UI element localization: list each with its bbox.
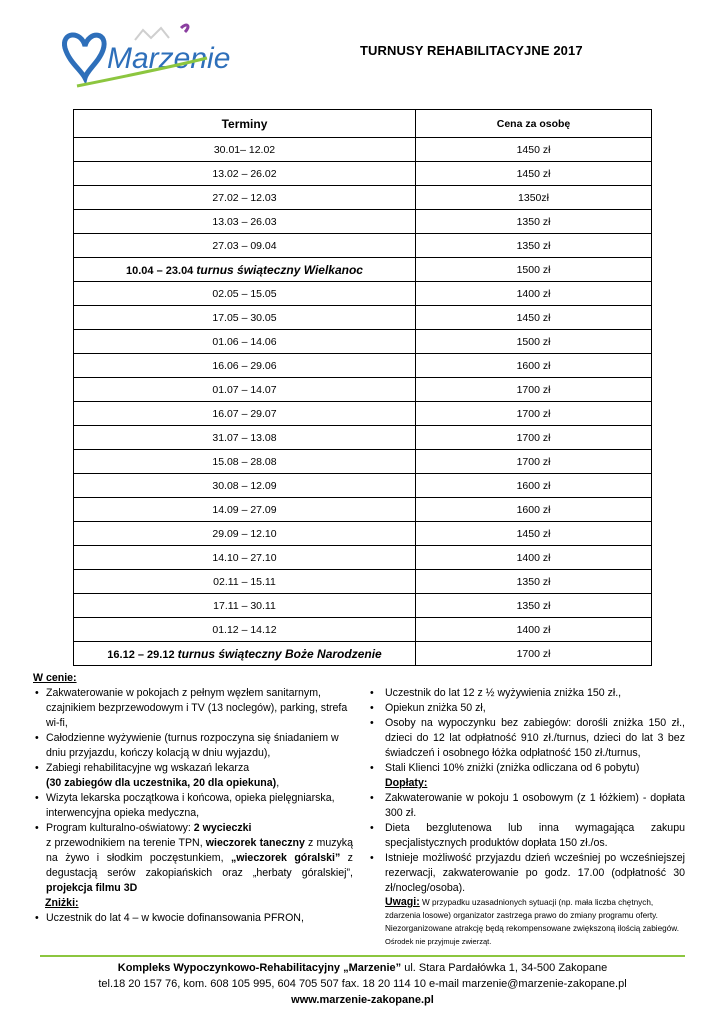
term-cell: 02.05 – 15.05: [74, 282, 416, 306]
term-cell-christmas: [74, 642, 416, 666]
logo: [57, 22, 231, 94]
company-name: Kompleks Wypoczynkowo-Rehabilitacyjny „Marzenie”: [117, 962, 402, 974]
term-cell: 27.02 – 12.03: [74, 186, 416, 210]
term-holiday-name: turnus świąteczny Boże Narodzenie: [177, 646, 382, 661]
discounts-list-left: [33, 911, 353, 926]
table-row-christmas: [74, 642, 652, 666]
price-cell: 1700 zł: [416, 450, 652, 474]
term-date: 10.04 – 23.04: [126, 264, 194, 277]
price-cell: 1450 zł: [416, 522, 652, 546]
term-cell: 17.05 – 30.05: [74, 306, 416, 330]
price-cell: 1450 zł: [416, 138, 652, 162]
table-row: [74, 354, 652, 378]
table-row: [74, 474, 652, 498]
footer-address: Kompleks Wypoczynkowo-Rehabilitacyjny „Marzenie” ul. Stara Pardałówka 1, 34-500 Zakopane: [117, 962, 608, 974]
table-row: [74, 546, 652, 570]
term-cell: 16.07 – 29.07: [74, 402, 416, 426]
discount-item: • Uczestnik do lat 12 z ½ wyżywienia zniżka 150 zł.,: [368, 686, 685, 701]
table-row: [74, 138, 652, 162]
surcharge-item: • Zakwaterowanie w pokoju 1 osobowym (z 1 łóżkiem) - dopłata 300 zł.: [368, 791, 685, 821]
table-row-easter: [74, 258, 652, 282]
included-section: [33, 671, 353, 926]
table-row: [74, 234, 652, 258]
discount-item: • Opiekun zniżka 50 zł,: [368, 701, 685, 716]
term-cell: 01.07 – 14.07: [74, 378, 416, 402]
notes: [368, 896, 685, 948]
header-price: Cena za osobę: [416, 110, 652, 138]
table-row: [74, 570, 652, 594]
price-cell: 1350zł: [416, 186, 652, 210]
term-date: 16.12 – 29.12: [107, 648, 175, 661]
price-cell: 1400 zł: [416, 618, 652, 642]
term-cell: 13.02 – 26.02: [74, 162, 416, 186]
term-cell: 31.07 – 13.08: [74, 426, 416, 450]
term-cell: 27.03 – 09.04: [74, 234, 416, 258]
table-row: [74, 522, 652, 546]
price-cell: 1500 zł: [416, 258, 652, 282]
term-cell: 13.03 – 26.03: [74, 210, 416, 234]
price-cell: 1500 zł: [416, 330, 652, 354]
discounts-list-right: [368, 686, 685, 776]
term-cell: 01.06 – 14.06: [74, 330, 416, 354]
included-item: • Całodzienne wyżywienie (turnus rozpoczyna się śniadaniem w dniu przyjazdu, kończy kolacją w dniu wyjazdu),: [33, 731, 353, 761]
footer-contact: tel.18 20 157 76, kom. 608 105 995, 604 705 507 fax. 18 20 114 10 e-mail marzenie@marzenie-zakopane.pl: [98, 978, 627, 990]
table-row: [74, 282, 652, 306]
discount-item: • Osoby na wypoczynku bez zabiegów: dorośli zniżka 150 zł., dzieci do 12 lat odpłatność 910 zł./turnus, dzieci do lat 3 bez świadczeń i osobnego łóżka odpłatność 150 zł./turnus,: [368, 716, 685, 761]
surcharge-item: • Dieta bezglutenowa lub inna wymagająca zakupu specjalistycznych produktów dopłata 150 zł./os.: [368, 821, 685, 851]
table-row: [74, 162, 652, 186]
price-cell: 1400 zł: [416, 282, 652, 306]
term-cell: 14.10 – 27.10: [74, 546, 416, 570]
included-item: • Zabiegi rehabilitacyjne wg wskazań lekarza (30 zabiegów dla uczestnika, 20 dla opiekuna),: [33, 761, 353, 791]
price-cell: 1700 zł: [416, 426, 652, 450]
term-cell-easter: [74, 258, 416, 282]
term-cell: 14.09 – 27.09: [74, 498, 416, 522]
included-item: • Wizyta lekarska początkowa i końcowa, opieka pielęgniarska, interwencyjna opieka medyczna,: [33, 791, 353, 821]
table-row: [74, 426, 652, 450]
price-cell: 1600 zł: [416, 498, 652, 522]
price-cell: 1350 zł: [416, 594, 652, 618]
price-cell: 1700 zł: [416, 378, 652, 402]
price-cell: 1400 zł: [416, 546, 652, 570]
term-holiday-name: turnus świąteczny Wielkanoc: [196, 262, 363, 277]
website-link[interactable]: www.marzenie-zakopane.pl: [291, 994, 434, 1006]
table-row: [74, 330, 652, 354]
notes-header: Uwagi:: [385, 896, 420, 908]
price-cell: 1600 zł: [416, 354, 652, 378]
price-cell: 1350 zł: [416, 210, 652, 234]
price-cell: 1450 zł: [416, 306, 652, 330]
table-row: [74, 594, 652, 618]
notes-text: W przypadku uzasadnionych sytuacji (np. mała liczba chętnych, zdarzenia losowe) organizator zastrzega prawo do zmiany programu oferty. Niezorganizowane atrakcję będą rekompensowane zwiększoną ilością zabiegów.: [385, 898, 680, 933]
term-cell: 02.11 – 15.11: [74, 570, 416, 594]
page-title: TURNUSY REHABILITACYJNE 2017: [360, 43, 583, 58]
logo-graphic: [57, 22, 231, 94]
table-row: [74, 186, 652, 210]
table-row: [74, 450, 652, 474]
table-row: [74, 498, 652, 522]
discounts-surcharges-section: [368, 686, 685, 948]
discount-item: • Uczestnik do lat 4 – w kwocie dofinansowania PFRON,: [33, 911, 353, 926]
header-terms: Terminy: [74, 110, 416, 138]
surcharge-item: • Istnieje możliwość przyjazdu dzień wcześniej po wcześniejszej rezerwacji, zakwaterowanie po godz. 17.00 (odpłatność 30 zł/nocleg/osoba).: [368, 851, 685, 896]
included-item: • Zakwaterowanie w pokojach z pełnym węzłem sanitarnym, czajnikiem bezprzewodowym i TV (13 noclegów), parking, strefa wi-fi,: [33, 686, 353, 731]
term-cell: 16.06 – 29.06: [74, 354, 416, 378]
price-cell: 1450 zł: [416, 162, 652, 186]
price-table: [73, 109, 652, 666]
table-row: [74, 378, 652, 402]
surcharges-header: Dopłaty:: [385, 777, 428, 789]
term-cell: 29.09 – 12.10: [74, 522, 416, 546]
price-cell: 1350 zł: [416, 570, 652, 594]
table-row: [74, 618, 652, 642]
included-item: • Program kulturalno-oświatowy: 2 wycieczki z przewodnikiem na terenie TPN, wieczorek taneczny z muzyką na żywo i słodkim poczęstunkiem, „wieczorek góralski” z degustacją serów zakopiańskich oraz „herbaty góralskiej”, projekcja filmu 3D: [33, 821, 353, 896]
term-cell: 01.12 – 14.12: [74, 618, 416, 642]
footer: [0, 960, 725, 1008]
included-list: [33, 686, 353, 896]
term-cell: 17.11 – 30.11: [74, 594, 416, 618]
price-cell: 1350 zł: [416, 234, 652, 258]
table-row: [74, 402, 652, 426]
discounts-header: Zniżki:: [45, 897, 79, 909]
table-row: [74, 306, 652, 330]
table-header-row: [74, 110, 652, 138]
surcharges-list: [368, 791, 685, 896]
included-header: W cenie:: [33, 672, 77, 684]
price-cell: 1700 zł: [416, 642, 652, 666]
price-cell: 1600 zł: [416, 474, 652, 498]
term-cell: 30.08 – 12.09: [74, 474, 416, 498]
term-cell: 30.01– 12.02: [74, 138, 416, 162]
term-cell: 15.08 – 28.08: [74, 450, 416, 474]
discount-item: • Stali Klienci 10% zniżki (zniżka odliczana od 6 pobytu): [368, 761, 685, 776]
table-row: [74, 210, 652, 234]
logo-text: Marzenie: [107, 42, 231, 75]
no-animals-note: Ośrodek nie przyjmuje zwierząt.: [385, 937, 492, 946]
price-cell: 1700 zł: [416, 402, 652, 426]
footer-divider: [40, 955, 685, 957]
